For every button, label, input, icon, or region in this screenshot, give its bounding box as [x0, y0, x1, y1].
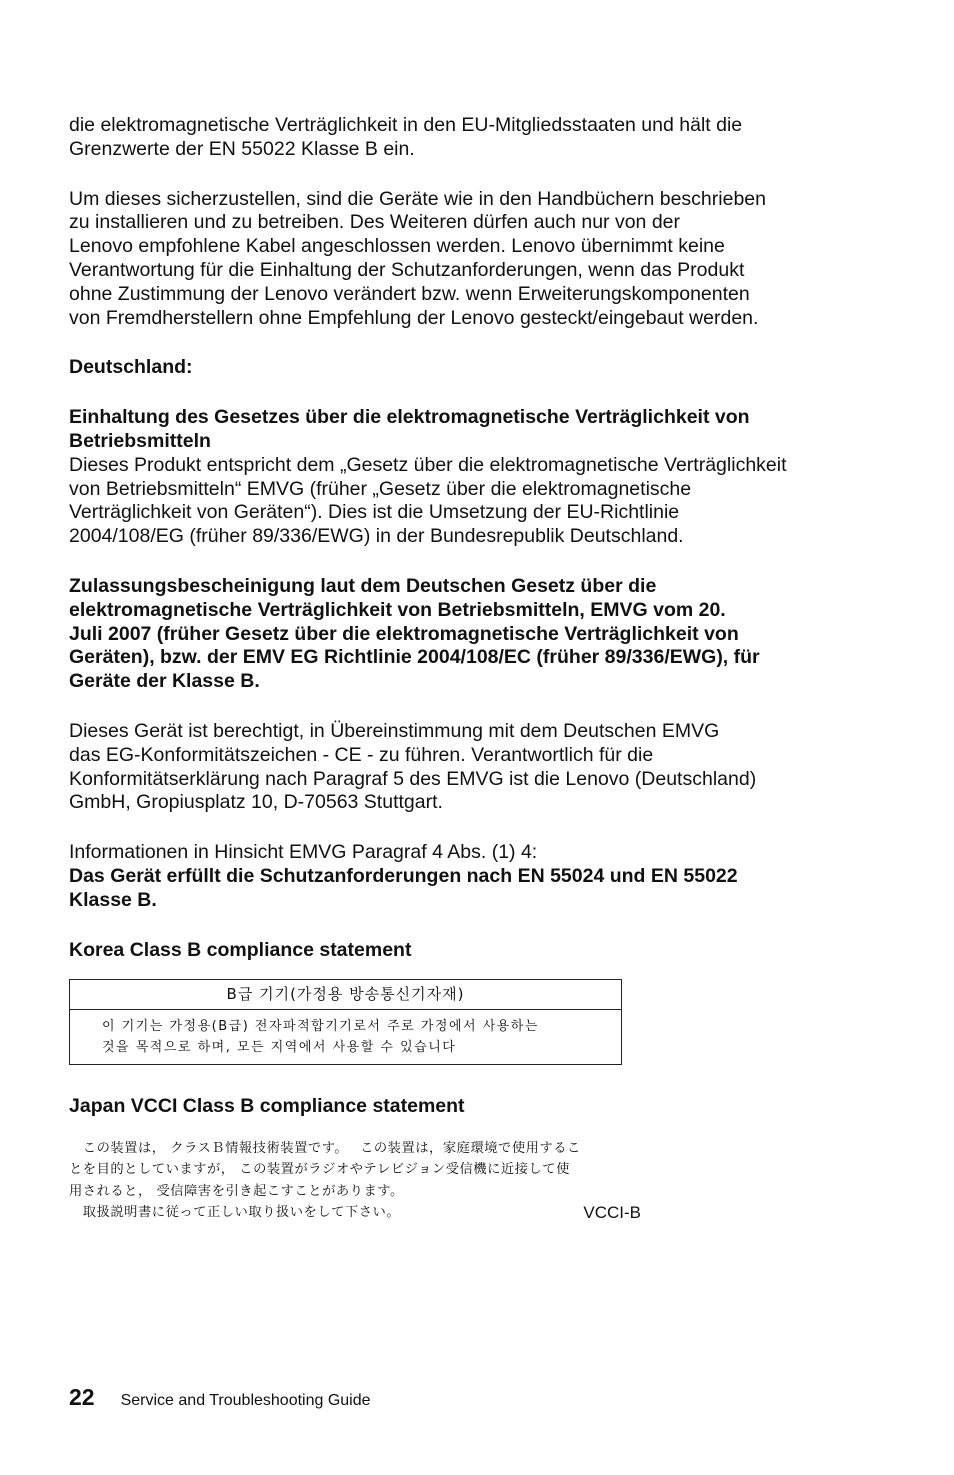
heading-einhaltung — [69, 406, 869, 454]
heading-line: Zulassungsbescheinigung laut dem Deutschen Gesetz über die — [69, 574, 657, 597]
text-line: Verantwortung für die Einhaltung der Schutzanforderungen, wenn das Produkt — [69, 258, 745, 281]
korea-text-line: 이 기기는 가정용(B급) 전자파적합기기로서 주로 가정에서 사용하는 — [102, 1019, 539, 1035]
text-line: das EG-Konformitätszeichen - CE - zu führen. Verantwortlich für die — [69, 743, 654, 766]
japan-text-line: この装置は， クラスＢ情報技術装置です。 この装置は，家庭環境で使用するこ — [69, 1141, 581, 1157]
page-footer — [69, 1384, 371, 1411]
text-line: von Betriebsmitteln“ EMVG (früher „Gesetz über die elektromagnetische — [69, 477, 692, 500]
paragraph-emv-limits — [69, 114, 869, 162]
text-line: GmbH, Gropiusplatz 10, D-70563 Stuttgart. — [69, 791, 443, 814]
korea-text-line: 것을 목적으로 하며, 모든 지역에서 사용할 수 있습니다 — [102, 1040, 457, 1056]
text-line: ohne Zustimmung der Lenovo verändert bzw. wenn Erweiterungskomponenten — [69, 282, 750, 305]
paragraph-emvg-requirements — [69, 865, 869, 913]
heading-deutschland: Deutschland: — [69, 356, 193, 379]
japan-text-line: とを目的としていますが， この装置がラジオやテレビジョン受信機に近接して使 — [69, 1162, 570, 1178]
heading-line: Einhaltung des Gesetzes über die elektromagnetische Verträglichkeit von — [69, 406, 750, 429]
korea-statement-box — [69, 979, 622, 1065]
heading-line: Geräten), bzw. der EMV EG Richtlinie 2004/108/EC (früher 89/336/EWG), für — [69, 646, 760, 669]
text-line: von Fremdherstellern ohne Empfehlung der Lenovo gesteckt/eingebaut werden. — [69, 306, 759, 329]
text-line: Informationen in Hinsicht EMVG Paragraf 4 Abs. (1) 4: — [69, 841, 538, 864]
vcci-mark: VCCI-B — [583, 1203, 641, 1222]
heading-line: elektromagnetische Verträglichkeit von Betriebsmitteln, EMVG vom 20. — [69, 598, 726, 621]
page-content — [69, 114, 869, 1223]
heading-korea: Korea Class B compliance statement — [69, 938, 412, 961]
text-line: Verträglichkeit von Geräten“). Dies ist die Umsetzung der EU-Richtlinie — [69, 501, 680, 524]
korea-box-title: B급 기기(가정용 방송통신기자재) — [70, 980, 621, 1010]
korea-box-body — [70, 1010, 621, 1064]
heading-japan: Japan VCCI Class B compliance statement — [69, 1095, 465, 1118]
text-line: Lenovo empfohlene Kabel angeschlossen werden. Lenovo übernimmt keine — [69, 235, 725, 258]
text-line: 2004/108/EG (früher 89/336/EWG) in der Bundesrepublik Deutschland. — [69, 525, 684, 548]
text-line: Konformitätserklärung nach Paragraf 5 des EMVG ist die Lenovo (Deutschland) — [69, 767, 757, 790]
japan-text-line: 用されると， 受信障害を引き起こすことがあります。 — [69, 1183, 404, 1199]
page-number: 22 — [69, 1384, 95, 1410]
japan-text-line: 取扱説明書に従って正しい取り扱いをして下さい。 — [69, 1205, 401, 1220]
text-line: Um dieses sicherzustellen, sind die Geräte wie in den Handbüchern beschrieben — [69, 187, 766, 210]
paragraph-emvg — [69, 454, 869, 549]
text-line: Grenzwerte der EN 55022 Klasse B ein. — [69, 137, 415, 160]
heading-line: Betriebsmitteln — [69, 429, 211, 452]
text-line: Das Gerät erfüllt die Schutzanforderungen nach EN 55024 und EN 55022 — [69, 864, 738, 887]
text-line: die elektromagnetische Verträglichkeit in den EU-Mitgliedsstaaten und hält die — [69, 114, 743, 136]
text-line: zu installieren und zu betreiben. Des Weiteren dürfen auch nur von der — [69, 211, 681, 234]
text-line: Dieses Gerät ist berechtigt, in Übereinstimmung mit dem Deutschen EMVG — [69, 719, 720, 742]
document-title: Service and Troubleshooting Guide — [120, 1392, 371, 1409]
heading-line: Juli 2007 (früher Gesetz über die elektromagnetische Verträglichkeit von — [69, 622, 739, 645]
text-line: Klasse B. — [69, 888, 157, 911]
heading-line: Geräte der Klasse B. — [69, 670, 260, 693]
paragraph-installation — [69, 188, 869, 331]
heading-zulassung — [69, 575, 869, 694]
paragraph-emvg-info — [69, 841, 869, 865]
text-line: Dieses Produkt entspricht dem „Gesetz über die elektromagnetische Verträglichkeit — [69, 453, 787, 476]
paragraph-ce-marking — [69, 720, 869, 815]
japan-vcci-statement — [69, 1138, 649, 1223]
